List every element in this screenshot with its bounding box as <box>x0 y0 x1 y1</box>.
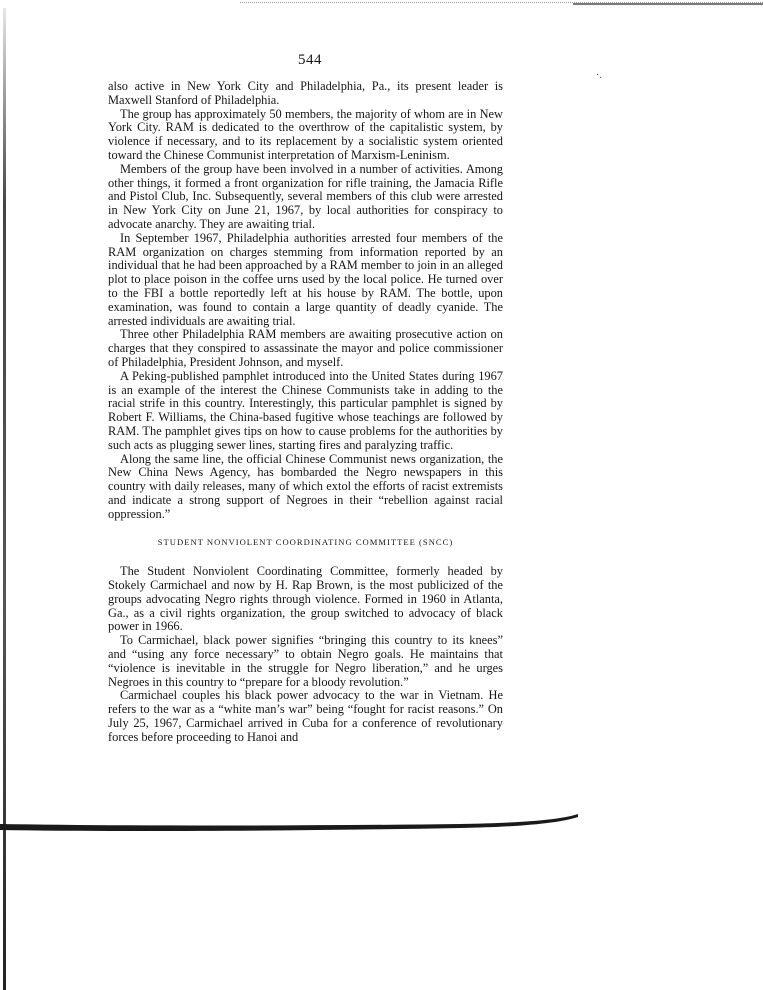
paragraph-news-agency: Along the same line, the official Chinese Communist news organization, the New China News Agency, has bombarded the Negro newspapers in this country with daily releases, many of which extol the efforts of racist extremists and indicate a strong support of Negroes in their “rebellion against racial oppression.” <box>108 451 503 521</box>
paragraph-intro: also active in New York City and Philadelphia, Pa., its present leader is Maxwell Stanford of Philadelphia. <box>108 79 503 107</box>
section-heading-sncc: STUDENT NONVIOLENT COORDINATING COMMITTEE (SNCC) <box>157 536 454 547</box>
scan-bottom-edge <box>0 804 763 844</box>
paragraph-ram-membership: The group has approximately 50 members, the majority of whom are in New York City. RAM is dedicated to the overthrow of the capitalistic system, by violence if necessary, and to its replacement by a socialistic system oriented toward the Chinese Communist interpretation of Marxism-Leninism. <box>108 106 503 162</box>
scan-speck-mark: ·. <box>596 70 602 81</box>
paragraph-peking-pamphlet: A Peking-published pamphlet introduced into the United States during 1967 is an example of the interest the Chinese Communists take in adding to the racial strife in this country. Interestingly, this particular pamphlet is signed by Robert F. Williams, the China-based fugitive whose teachings are followed by RAM. The pamphlet gives tips on how to cause problems for the authorities by such acts as plugging sewer lines, starting fires and paralyzing traffic. <box>108 368 503 452</box>
paragraph-philadelphia-arrests: In September 1967, Philadelphia authorities arrested four members of the RAM organization on charges stemming from information reported by an individual that he had been approached by a RAM member to join in an alleged plot to place poison in the coffee urns used by the local police. He turned over to the FBI a bottle reportedly left at his house by RAM. The bottle, upon examination, was found to contain a large quantity of deadly cyanide. The arrested individuals are awaiting trial. <box>108 230 504 328</box>
paragraph-vietnam: Carmichael couples his black power advocacy to the war in Vietnam. He refers to the war as a “white man’s war” being “fought for racist reasons.” On July 25, 1967, Carmichael arrived in Cuba for a conference of revolutionary forces before proceeding to Hanoi and <box>108 688 503 744</box>
paragraph-sncc-overview: The Student Nonviolent Coordinating Committee, formerly headed by Stokely Carmichael and now by H. Rap Brown, is the most publicized of the groups advocating Negro rights through violence. Formed in 1960 in Atlanta, Ga., as a civil rights organization, the group switched to advocacy of black power in 1966. <box>108 564 503 634</box>
paragraph-assassination-plot: Three other Philadelphia RAM members are awaiting prosecutive action on charges that they conspired to assassinate the mayor and police commissioner of Philadelphia, President Johnson, and myself. <box>108 327 503 369</box>
paragraph-ram-activities: Members of the group have been involved in a number of activities. Among other things, it formed a front organization for rifle training, the Jamacia Rifle and Pistol Club, Inc. Subsequently, several members of this club were arrested in New York City on June 21, 1967, by local authorities for conspiracy to advocate anarchy. They are awaiting trial. <box>108 161 503 231</box>
document-body <box>108 80 503 745</box>
paragraph-black-power: To Carmichael, black power signifies “bringing this country to its knees” and “using any force necessary” to obtain Negro goals. He maintains that “violence is inevitable in the struggle for Negro liberation,” and he urges Negroes in this country to “prepare for a bloody revolution.” <box>108 633 503 689</box>
page-number: 544 <box>298 52 322 68</box>
scan-top-right-mark <box>573 3 763 5</box>
